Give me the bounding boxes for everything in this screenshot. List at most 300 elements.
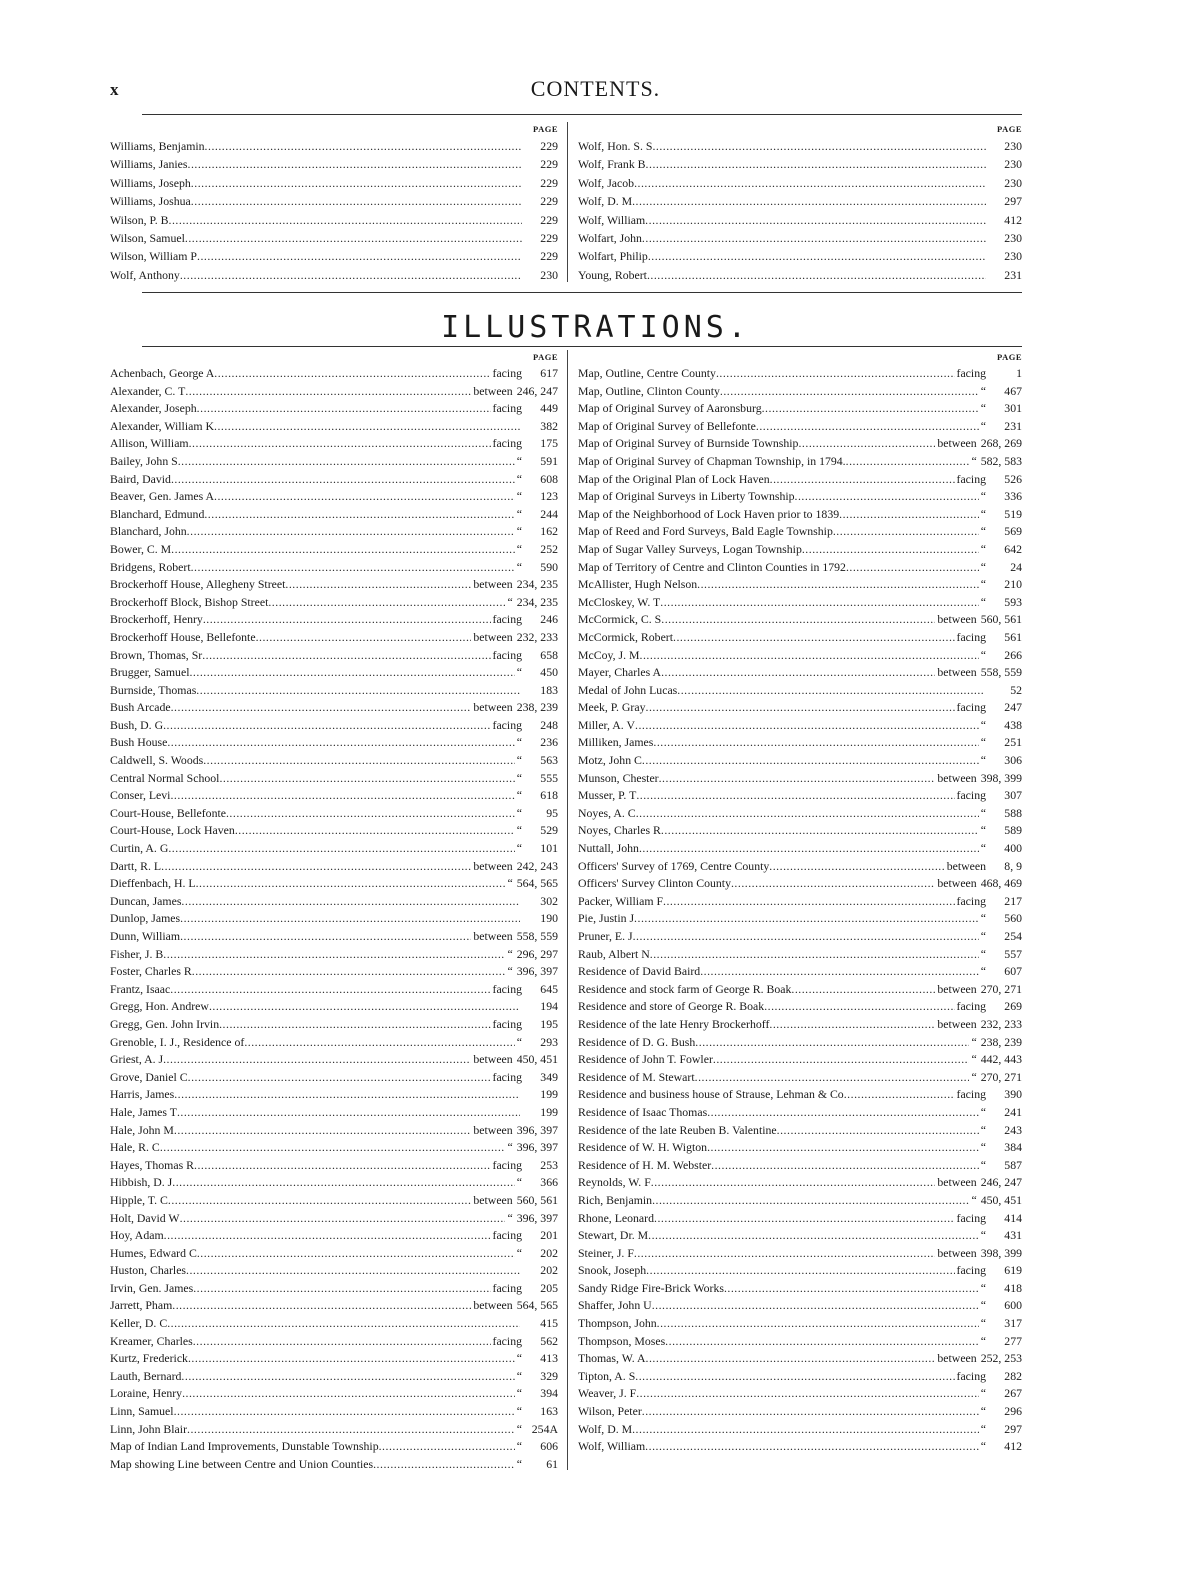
list-item xyxy=(110,1210,558,1228)
entry-name: Map showing Line between Centre and Union Counties xyxy=(110,1456,374,1471)
entry-page: 190 xyxy=(540,911,558,926)
entry-name: Miller, A. V xyxy=(578,717,635,732)
leader-dots xyxy=(651,1174,936,1192)
entry-page: 254A xyxy=(531,1421,558,1436)
list-item xyxy=(578,787,1022,805)
list-item xyxy=(578,1421,1022,1439)
entry-page: 123 xyxy=(540,489,558,504)
entry-name: Wolf, William xyxy=(578,1439,646,1454)
list-item xyxy=(110,770,558,788)
leader-dots xyxy=(659,770,936,788)
leader-dots xyxy=(185,229,522,247)
entry-qualifier: “ xyxy=(980,805,986,820)
entry-qualifier: “ xyxy=(980,1104,986,1119)
leader-dots xyxy=(634,1245,935,1263)
leader-dots xyxy=(762,400,979,418)
entry-qualifier: “ xyxy=(980,1228,986,1243)
leader-dots xyxy=(160,1139,506,1157)
leader-dots xyxy=(197,400,491,418)
entry-page: 163 xyxy=(540,1404,558,1419)
entry-name: Musser, P. T xyxy=(578,788,637,803)
entry-page: 384 xyxy=(1004,1140,1022,1155)
contents-right-list xyxy=(578,137,1022,284)
entry-qualifier: between xyxy=(473,1052,513,1067)
entry-qualifier: facing xyxy=(492,366,522,380)
entry-page: 230 xyxy=(1004,230,1022,245)
entry-name: Curtin, A. G xyxy=(110,841,169,856)
entry-name: Dartt, R. L xyxy=(110,858,162,873)
list-item xyxy=(110,1104,558,1122)
leader-dots xyxy=(731,875,935,893)
list-item xyxy=(578,559,1022,577)
entry-name: Duncan, James xyxy=(110,893,182,908)
leader-dots xyxy=(163,1051,471,1069)
list-item xyxy=(110,471,558,489)
entry-qualifier: between xyxy=(937,981,977,996)
list-item xyxy=(578,488,1022,506)
list-item xyxy=(578,155,1022,173)
entry-name: Rich, Benjamin xyxy=(578,1192,653,1207)
leader-dots xyxy=(214,365,490,383)
entry-page: 195 xyxy=(540,1016,558,1031)
entry-name: Williams, Benjamin xyxy=(110,139,205,153)
entry-page: 336 xyxy=(1004,489,1022,504)
entry-page: 277 xyxy=(1004,1333,1022,1348)
leader-dots xyxy=(214,488,515,506)
list-item xyxy=(578,541,1022,559)
entry-qualifier: “ xyxy=(980,524,986,539)
entry-name: Wilson, Peter xyxy=(578,1404,642,1419)
list-item xyxy=(578,1280,1022,1298)
list-item xyxy=(578,647,1022,665)
entry-page: 229 xyxy=(540,230,558,245)
entry-name: Alexander, C. T xyxy=(110,383,186,398)
leader-dots xyxy=(256,629,472,647)
entry-page: 558, 559 xyxy=(980,665,1022,680)
leader-dots xyxy=(379,1438,515,1456)
list-item xyxy=(110,1192,558,1210)
entry-qualifier: “ xyxy=(971,1034,977,1049)
entry-page: 450, 451 xyxy=(516,1052,558,1067)
entry-name: Bush Arcade xyxy=(110,700,171,715)
entry-page: 560 xyxy=(1004,911,1022,926)
entry-name: Grove, Daniel C xyxy=(110,1069,188,1084)
entry-qualifier: facing xyxy=(492,981,522,996)
entry-name: Keller, D. C xyxy=(110,1316,168,1331)
entry-qualifier: facing xyxy=(492,436,522,451)
list-item xyxy=(578,1262,1022,1280)
entry-name: Huston, Charles xyxy=(110,1263,187,1278)
leader-dots xyxy=(172,1174,514,1192)
entry-page: 1 xyxy=(1016,366,1022,380)
entry-page: 297 xyxy=(1004,1421,1022,1436)
entry-qualifier: facing xyxy=(956,893,986,908)
leader-dots xyxy=(169,211,522,229)
entry-page: 296, 297 xyxy=(516,946,558,961)
leader-dots xyxy=(646,699,955,717)
entry-page: 162 xyxy=(540,524,558,539)
entry-name: Map of Indian Land Improvements, Dunstable Township xyxy=(110,1439,379,1454)
leader-dots xyxy=(191,192,522,210)
entry-name: Map of Original Survey of Aaronsburg xyxy=(578,401,762,416)
list-item xyxy=(578,229,1022,247)
entry-qualifier: facing xyxy=(956,1210,986,1225)
list-item xyxy=(578,1385,1022,1403)
entry-name: Wilson, William P xyxy=(110,249,197,264)
entry-qualifier: facing xyxy=(492,717,522,732)
entry-page: 645 xyxy=(540,981,558,996)
entry-page: 8, 9 xyxy=(1004,858,1022,873)
entry-page: 398, 399 xyxy=(980,770,1022,785)
entry-page: 608 xyxy=(540,471,558,486)
list-item xyxy=(578,174,1022,192)
entry-page: 431 xyxy=(1004,1228,1022,1243)
entry-name: Weaver, J. F xyxy=(578,1386,637,1401)
list-item xyxy=(578,1192,1022,1210)
entry-name: Residence of Isaac Thomas xyxy=(578,1104,708,1119)
entry-name: Loraine, Henry xyxy=(110,1386,183,1401)
entry-page: 269 xyxy=(1004,999,1022,1014)
illustrations-heading: ILLUSTRATIONS. xyxy=(441,310,750,345)
leader-dots xyxy=(219,1016,490,1034)
leader-dots xyxy=(635,1368,954,1386)
entry-qualifier: “ xyxy=(516,1351,522,1366)
list-item xyxy=(110,192,558,210)
entry-name: Young, Robert xyxy=(578,267,647,282)
list-item xyxy=(578,1315,1022,1333)
leader-dots xyxy=(174,1403,515,1421)
leader-dots xyxy=(707,1104,979,1122)
entry-page: 238, 239 xyxy=(980,1034,1022,1049)
entry-page: 253 xyxy=(540,1157,558,1172)
entry-page: 246, 247 xyxy=(516,383,558,398)
leader-dots xyxy=(633,928,979,946)
list-item xyxy=(110,928,558,946)
entry-name: Brugger, Samuel xyxy=(110,665,190,680)
leader-dots xyxy=(846,559,979,577)
leader-dots xyxy=(642,1403,979,1421)
list-item xyxy=(110,1245,558,1263)
contents-left-list xyxy=(110,137,558,284)
entry-qualifier: facing xyxy=(492,647,522,662)
entry-qualifier: “ xyxy=(980,1333,986,1348)
entry-name: Map of Original Surveys in Liberty Township xyxy=(578,489,795,504)
entry-page: 564, 565 xyxy=(516,876,558,891)
leader-dots xyxy=(632,1421,979,1439)
entry-name: Map of Sugar Valley Surveys, Logan Township xyxy=(578,541,802,556)
entry-qualifier: “ xyxy=(980,489,986,504)
list-item xyxy=(110,963,558,981)
list-item xyxy=(578,1245,1022,1263)
entry-qualifier: between xyxy=(946,858,986,873)
leader-dots xyxy=(695,1034,969,1052)
list-item xyxy=(110,594,558,612)
list-item xyxy=(578,137,1022,155)
entry-name: Bridgens, Robert xyxy=(110,559,191,574)
entry-name: Frantz, Isaac xyxy=(110,981,171,996)
leader-dots xyxy=(196,682,520,700)
entry-qualifier: “ xyxy=(507,1140,513,1155)
entry-qualifier: “ xyxy=(980,964,986,979)
leader-dots xyxy=(636,1385,979,1403)
list-item xyxy=(578,1174,1022,1192)
entry-page: 246, 247 xyxy=(980,1175,1022,1190)
entry-page: 230 xyxy=(1004,157,1022,172)
entry-page: 296 xyxy=(1004,1404,1022,1419)
entry-page: 564, 565 xyxy=(516,1298,558,1313)
leader-dots xyxy=(187,1421,515,1439)
entry-qualifier: facing xyxy=(492,1157,522,1172)
leader-dots xyxy=(163,717,490,735)
entry-qualifier: “ xyxy=(516,788,522,803)
entry-name: Wolf, Jacob xyxy=(578,175,635,190)
leader-dots xyxy=(802,541,979,559)
leader-dots xyxy=(673,629,955,647)
entry-page: 229 xyxy=(540,175,558,190)
entry-qualifier: between xyxy=(473,1192,513,1207)
entry-name: Williams, Joseph xyxy=(110,175,191,190)
list-item xyxy=(110,629,558,647)
entry-page: 396, 397 xyxy=(516,1140,558,1155)
leader-dots xyxy=(646,155,986,173)
entry-name: Wolf, Frank B xyxy=(578,157,646,172)
list-item xyxy=(110,576,558,594)
leader-dots xyxy=(214,418,520,436)
entry-qualifier: facing xyxy=(492,1069,522,1084)
entry-qualifier: “ xyxy=(971,453,977,468)
entry-page: 390 xyxy=(1004,1087,1022,1102)
leader-dots xyxy=(795,488,979,506)
entry-qualifier: “ xyxy=(516,735,522,750)
entry-name: Residence and stock farm of George R. Boak xyxy=(578,981,792,996)
entry-name: Humes, Edward C xyxy=(110,1245,197,1260)
entry-page: 450 xyxy=(540,665,558,680)
entry-name: Tipton, A. S xyxy=(578,1368,636,1383)
list-item xyxy=(110,137,558,155)
entry-qualifier: “ xyxy=(980,1122,986,1137)
entry-qualifier: “ xyxy=(516,541,522,556)
list-item xyxy=(578,1051,1022,1069)
entry-page: 101 xyxy=(540,841,558,856)
list-item xyxy=(578,471,1022,489)
illustrations-left-column xyxy=(110,352,558,1473)
entry-qualifier: “ xyxy=(516,471,522,486)
entry-page: 246 xyxy=(540,612,558,627)
list-item xyxy=(110,664,558,682)
entry-name: McCormick, C. S xyxy=(578,612,662,627)
entry-name: Stewart, Dr. M xyxy=(578,1228,649,1243)
entry-page: 618 xyxy=(540,788,558,803)
entry-page: 194 xyxy=(540,999,558,1014)
entry-page: 251 xyxy=(1004,735,1022,750)
entry-qualifier: facing xyxy=(492,401,522,416)
entry-name: Blanchard, Edmund xyxy=(110,506,205,521)
entry-qualifier: “ xyxy=(516,1034,522,1049)
entry-page: 199 xyxy=(540,1087,558,1102)
entry-page: 229 xyxy=(540,157,558,172)
entry-name: Brockerhoff, Henry xyxy=(110,612,203,627)
entry-qualifier: between xyxy=(937,770,977,785)
list-item xyxy=(578,1350,1022,1368)
entry-page: 243 xyxy=(1004,1122,1022,1137)
column-divider xyxy=(567,350,568,1470)
section-rule xyxy=(142,346,1022,347)
leader-dots xyxy=(677,682,984,700)
entry-page: 229 xyxy=(540,249,558,264)
list-item xyxy=(110,699,558,717)
leader-dots xyxy=(191,559,515,577)
entry-page: 519 xyxy=(1004,506,1022,521)
list-item xyxy=(110,1122,558,1140)
header-rule xyxy=(142,114,1022,115)
entry-page: 396, 397 xyxy=(516,964,558,979)
leader-dots xyxy=(188,1069,491,1087)
entry-page: 658 xyxy=(540,647,558,662)
entry-page: 229 xyxy=(540,194,558,209)
entry-name: Linn, John Blair xyxy=(110,1421,188,1436)
leader-dots xyxy=(193,1280,490,1298)
list-item xyxy=(110,541,558,559)
leader-dots xyxy=(168,840,514,858)
list-item xyxy=(578,699,1022,717)
list-item xyxy=(110,611,558,629)
list-item xyxy=(578,928,1022,946)
entry-page: 241 xyxy=(1004,1104,1022,1119)
entry-page: 412 xyxy=(1004,1439,1022,1454)
entry-page: 467 xyxy=(1004,383,1022,398)
entry-page: 229 xyxy=(540,212,558,227)
list-item xyxy=(110,1280,558,1298)
list-item xyxy=(110,1069,558,1087)
leader-dots xyxy=(648,247,986,265)
entry-page: 232, 233 xyxy=(516,629,558,644)
entry-qualifier: “ xyxy=(516,1368,522,1383)
entry-name: Raub, Albert N xyxy=(578,946,650,961)
leader-dots xyxy=(226,805,515,823)
leader-dots xyxy=(268,594,505,612)
entry-qualifier: facing xyxy=(492,1016,522,1031)
entry-name: Alexander, William K xyxy=(110,418,214,433)
list-item xyxy=(110,682,558,700)
list-item xyxy=(578,910,1022,928)
entry-name: Wolf, D. M xyxy=(578,194,633,209)
page-column-label: PAGE xyxy=(997,124,1022,134)
entry-qualifier: facing xyxy=(956,999,986,1014)
entry-page: 61 xyxy=(546,1456,558,1471)
leader-dots xyxy=(770,471,955,489)
entry-page: 95 xyxy=(546,805,558,820)
leader-dots xyxy=(171,541,515,559)
entry-page: 349 xyxy=(540,1069,558,1084)
entry-page: 558, 559 xyxy=(516,929,558,943)
entry-name: Court-House, Bellefonte xyxy=(110,805,226,820)
leader-dots xyxy=(769,858,944,876)
leader-dots xyxy=(285,576,471,594)
list-item xyxy=(110,1421,558,1439)
leader-dots xyxy=(648,1227,979,1245)
entry-page: 230 xyxy=(1004,249,1022,264)
leader-dots xyxy=(652,137,986,155)
entry-qualifier: “ xyxy=(516,1456,522,1471)
leader-dots xyxy=(798,435,935,453)
leader-dots xyxy=(660,594,978,612)
entry-page: 230 xyxy=(1004,175,1022,190)
entry-qualifier: “ xyxy=(980,1157,986,1172)
entry-name: Sandy Ridge Fire-Brick Works xyxy=(578,1280,724,1295)
entry-page: 201 xyxy=(540,1228,558,1243)
entry-name: Blanchard, John xyxy=(110,524,187,539)
list-item xyxy=(110,1086,558,1104)
page-column-label: PAGE xyxy=(997,352,1022,362)
entry-name: Wolfart, John xyxy=(578,230,642,245)
entry-name: Residence of David Baird xyxy=(578,964,701,979)
entry-name: Shaffer, John U xyxy=(578,1298,652,1313)
entry-page: 254 xyxy=(1004,929,1022,943)
entry-name: Map of Original Survey of Burnside Township xyxy=(578,436,799,451)
leader-dots xyxy=(636,805,979,823)
entry-page: 307 xyxy=(1004,788,1022,803)
entry-page: 412 xyxy=(1004,212,1022,227)
leader-dots xyxy=(661,664,935,682)
list-item xyxy=(110,1368,558,1386)
entry-name: Grenoble, I. J., Residence of xyxy=(110,1034,245,1049)
entry-name: Pruner, E. J xyxy=(578,929,633,943)
entry-page: 394 xyxy=(540,1386,558,1401)
entry-page: 306 xyxy=(1004,753,1022,768)
entry-page: 617 xyxy=(540,366,558,380)
list-item xyxy=(578,963,1022,981)
entry-qualifier: “ xyxy=(980,1439,986,1454)
entry-qualifier: “ xyxy=(980,506,986,521)
entry-name: Brown, Thomas, Sr xyxy=(110,647,203,662)
list-item xyxy=(110,875,558,893)
leader-dots xyxy=(777,1122,979,1140)
page-title: CONTENTS. xyxy=(530,76,661,101)
leader-dots xyxy=(647,266,986,284)
list-item xyxy=(110,1385,558,1403)
list-item xyxy=(110,155,558,173)
entry-qualifier: between xyxy=(473,858,513,873)
entry-page: 293 xyxy=(540,1034,558,1049)
entry-name: Residence of W. H. Wigton xyxy=(578,1140,708,1155)
entry-page: 231 xyxy=(1004,267,1022,282)
entry-name: Caldwell, S. Woods xyxy=(110,753,204,768)
entry-qualifier: “ xyxy=(980,1140,986,1155)
leader-dots xyxy=(178,453,515,471)
entry-qualifier: between xyxy=(937,665,977,680)
entry-name: Brockerhoff House, Bellefonte xyxy=(110,629,256,644)
leader-dots xyxy=(634,174,986,192)
entry-name: Wilson, P. B xyxy=(110,212,169,227)
entry-name: Wolf, Hon. S. S xyxy=(578,139,653,153)
entry-name: Conser, Levi xyxy=(110,788,171,803)
contents-right-column xyxy=(578,124,1022,284)
list-item xyxy=(110,365,558,383)
entry-qualifier: “ xyxy=(971,1069,977,1084)
leader-dots xyxy=(646,1350,936,1368)
list-item xyxy=(110,1333,558,1351)
list-item xyxy=(110,1350,558,1368)
entry-name: Map of Original Survey of Chapman Township, in 1794. xyxy=(578,453,846,468)
entry-qualifier: facing xyxy=(492,1333,522,1348)
list-item xyxy=(110,174,558,192)
entry-qualifier: “ xyxy=(516,770,522,785)
entry-name: Hale, James T xyxy=(110,1104,177,1119)
leader-dots xyxy=(724,1280,979,1298)
leader-dots xyxy=(188,1350,515,1368)
list-item xyxy=(110,1438,558,1456)
entry-name: Foster, Charles R xyxy=(110,964,192,979)
